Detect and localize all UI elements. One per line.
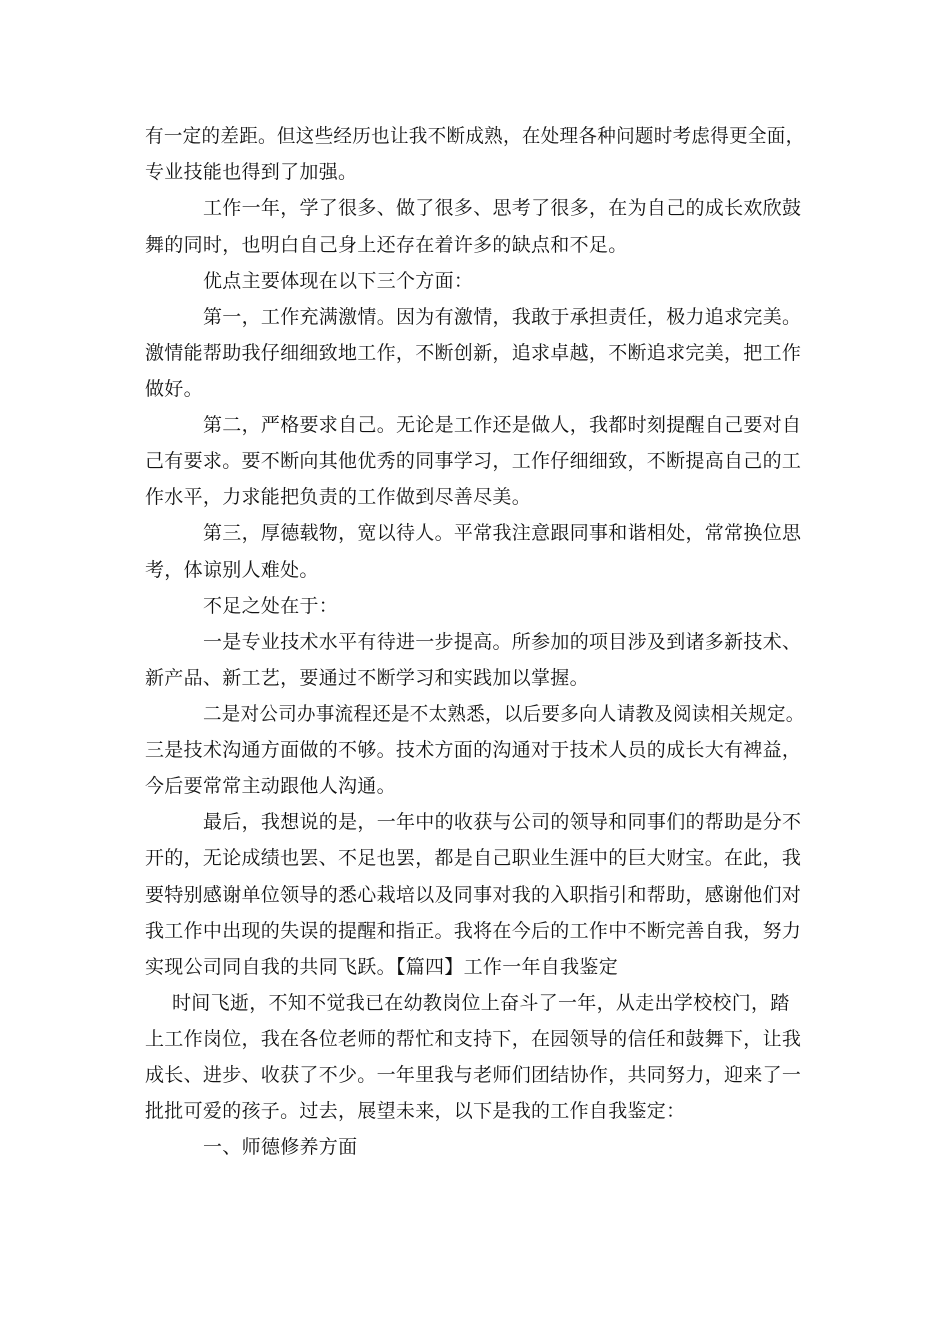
text-line: 实现公司同自我的共同飞跃。【篇四】工作一年自我鉴定 xyxy=(145,956,619,978)
text-line: 己有要求。要不断向其他优秀的同事学习，工作仔细细致，不断提高自己的工 xyxy=(145,450,802,472)
text-line: 激情能帮助我仔细细致地工作，不断创新，追求卓越，不断追求完美，把工作 xyxy=(145,342,802,364)
text-line: 新产品、新工艺，要通过不断学习和实践加以掌握。 xyxy=(145,667,589,689)
text-line: 三是技术沟通方面做的不够。技术方面的沟通对于技术人员的成长大有裨益， xyxy=(145,739,802,761)
text-line: 做好。 xyxy=(145,378,203,400)
text-line: 最后，我想说的是，一年中的收获与公司的领导和同事们的帮助是分不 xyxy=(203,811,802,833)
text-line: 舞的同时，也明白自己身上还存在着许多的缺点和不足。 xyxy=(145,234,628,256)
text-line: 作水平，力求能把负责的工作做到尽善尽美。 xyxy=(145,486,532,508)
text-line: 批批可爱的孩子。过去，展望未来，以下是我的工作自我鉴定： xyxy=(145,1100,686,1122)
text-line: 一是专业技术水平有待进一步提高。所参加的项目涉及到诸多新技术、 xyxy=(203,631,802,653)
text-line: 考，体谅别人难处。 xyxy=(145,559,319,581)
text-line: 成长、进步、收获了不少。一年里我与老师们团结协作，共同努力，迎来了一 xyxy=(145,1064,802,1086)
section-heading: 一、师德修养方面 xyxy=(203,1136,358,1158)
text-line: 今后要常常主动跟他人沟通。 xyxy=(145,775,396,797)
text-line: 二是对公司办事流程还是不太熟悉，以后要多向人请教及阅读相关规定。 xyxy=(203,703,805,725)
text-line: 时间飞逝，不知不觉我已在幼教岗位上奋斗了一年，从走出学校校门，踏 xyxy=(172,992,790,1014)
text-line: 上工作岗位，我在各位老师的帮忙和支持下，在园领导的信任和鼓舞下，让我 xyxy=(145,1028,802,1050)
text-line: 不足之处在于： xyxy=(203,595,339,617)
text-line: 优点主要体现在以下三个方面： xyxy=(203,270,474,292)
text-line: 工作一年，学了很多、做了很多、思考了很多，在为自己的成长欢欣鼓 xyxy=(203,197,802,219)
text-line: 有一定的差距。但这些经历也让我不断成熟，在处理各种问题时考虑得更全面， xyxy=(145,125,805,147)
text-line: 第二，严格要求自己。无论是工作还是做人，我都时刻提醒自己要对自 xyxy=(203,414,802,436)
text-line: 我工作中出现的失误的提醒和指正。我将在今后的工作中不断完善自我，努力 xyxy=(145,920,802,942)
text-line: 第三，厚德载物，宽以待人。平常我注意跟同事和谐相处，常常换位思 xyxy=(203,522,802,544)
text-line: 要特别感谢单位领导的悉心栽培以及同事对我的入职指引和帮助，感谢他们对 xyxy=(145,884,802,906)
text-line: 开的，无论成绩也罢、不足也罢，都是自己职业生涯中的巨大财宝。在此，我 xyxy=(145,847,802,869)
text-line: 第一，工作充满激情。因为有激情，我敢于承担责任，极力追求完美。 xyxy=(203,306,802,328)
text-line: 专业技能也得到了加强。 xyxy=(145,161,358,183)
